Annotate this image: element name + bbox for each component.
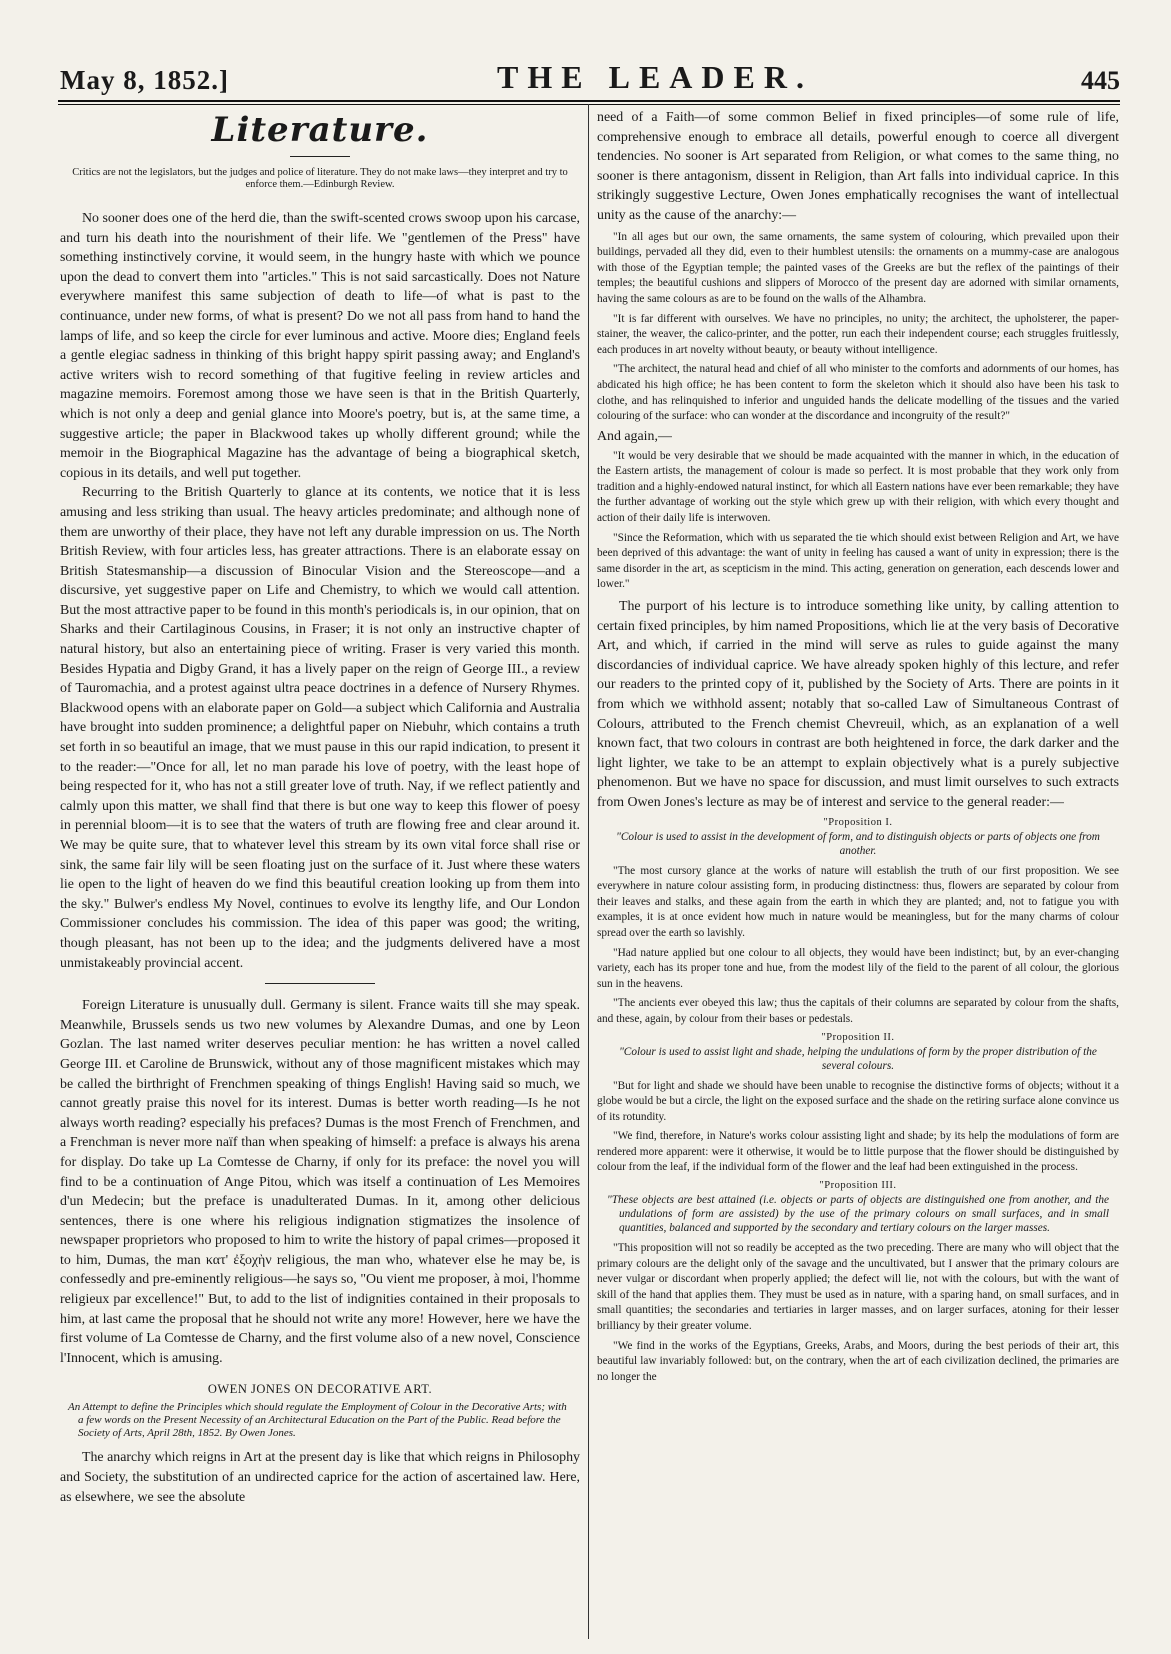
left-column	[60, 108, 580, 1507]
paragraph-faith: need of a Faith—of some common Belief in fixed principles—of some rule of life, comprehensive enough to embrace all details, powerful enough to coerce all divergent tendencies. No sooner is Art separated from Religion, or what comes to the same thing, no sooner is there antagonism, dissent in Religion, than Art falls into individual caprice. In this strikingly suggestive Lecture, Owen Jones emphatically recognises the want of intellectual unity as the cause of the anarchy:—	[597, 110, 1119, 223]
quote-block: "The architect, the natural head and chief of all who minister to the comforts and adornments of our homes, has abdicated his high office; he has been content to form the skeleton which it should also have been his task to clothe, and has relinquished to inferior and unguided hands the delicate modelling of the tissues and the varied colouring of the surface: who can wonder at the discordance and incongruity of the result?"	[597, 363, 1119, 423]
quote-block: "The ancients ever obeyed this law; thus the capitals of their columns are separated by colour from the shafts, and these, again, by colour from their bases or pedestals.	[597, 997, 1119, 1025]
quote-block: "It is far different with ourselves. We have no principles, no unity; the architect, the upholsterer, the paper-stainer, the weaver, the calico-printer, and the potter, run each their independent course; each struggles fruitlessly, each produces in art novelty without beauty, or beauty without intelligence.	[597, 312, 1119, 356]
header-rule	[58, 100, 1120, 105]
proposition-statement: "Colour is used to assist in the development of form, and to distinguish objects or parts of objects one from another.	[616, 830, 1100, 857]
quote-block: "We find, therefore, in Nature's works colour assisting light and shade; by its help the modulations of form are rendered more apparent: were it otherwise, it would be to little purpose that the flower should be distinguished by colour from the leaf, if the individual form of the flower and the leaf had been extinguished in the process.	[597, 1130, 1119, 1174]
and-again: And again,—	[597, 428, 672, 444]
right-column	[597, 108, 1119, 1389]
proposition-heading: "Proposition III.	[819, 1180, 897, 1192]
quote-block: "In all ages but our own, the same ornaments, the same system of colouring, which prevailed upon their buildings, pervaded all they did, even to their humblest utensils: the ornaments on a mummy-case are analogous with those of the Egyptian temple; the painted vases of the Greeks are but the reflex of the paintings of their temples; the beautiful cushions and slippers of Morocco of the present day are adorned with similar ornaments, having the same colours as are to be found on the walls of the Alhambra.	[597, 230, 1119, 305]
proposition-heading: "Proposition I.	[823, 816, 893, 828]
quote-block: "But for light and shade we should have been unable to recognise the distinctive forms of objects; without it a globe would be but a circle, the light on the exposed surface and the shade on the retiring surface alone convince us of its rotundity.	[597, 1079, 1119, 1123]
paragraph-anarchy: The anarchy which reigns in Art at the present day is like that which reigns in Philosophy and Society, the substitution of an undirected caprice for the action of ascertained law. Here, as elsewhere, we see the absolute	[60, 1450, 580, 1505]
quote-block: "Since the Reformation, which with us separated the tie which should exist between Religion and Art, we have been deprived of this advantage: the want of unity in feeling has caused a want of unity in expression; there is the same disorder in the art, as scepticism in the mind. This acting, generation on generation, each descends lower and lower."	[597, 531, 1119, 591]
proposition-statement: "Colour is used to assist light and shade, helping the undulations of form by the proper distribution of the several colours.	[619, 1045, 1097, 1072]
issue-date: May 8, 1852.]	[60, 65, 229, 95]
paragraph-purport: The purport of his lecture is to introduce something like unity, by calling attention to certain fixed principles, by him named Propositions, which lie at the very basis of Decorative Art, and which, if carried in the mind will serve as rules to guide against the many discordancies of individual caprice. We have already spoken highly of this lecture, and refer our readers to the printed copy of it, published by the Society of Arts. There are points in it from which we withhold assent; notably that so-called Law of Simultaneous Contrast of Colours, attributed to the French chemist Chevreuil, which, as an explanation of a well known fact, that two colours in contrast are both heightened in force, the dark darker and the light lighter, we take to be an attempt to explain objectively what is a purely subjective phenomenon. But we have no space for discussion, and must limit ourselves to such extracts from Owen Jones's lecture as may be of interest and service to the general reader:—	[597, 599, 1119, 810]
proposition-heading: "Proposition II.	[821, 1031, 895, 1043]
title-rule	[290, 156, 350, 157]
quote-block: "The most cursory glance at the works of nature will establish the truth of our first proposition. We see everywhere in nature colour assisting form, in producing distinctness: thus, flowers are separated by colour from their leaves and stalks, and these again from the earth in which they are planted; and, not to fatigue you with examples, it is at once evident how much in nature would be meaningless, but for the many charms of colour spread over the earth so lavishly.	[597, 864, 1119, 939]
quote-block: "It would be very desirable that we should be made acquainted with the manner in which, in the education of the Eastern artists, the management of colour is made so perfect. It is most probable that they work only from tradition and a highly-endowed natural instinct, for which all Eastern nations have ever been remarkable; they have the further advantage of working out the style which grew up with their religion, with which every thought and action of their daily life is interwoven.	[597, 449, 1119, 525]
proposition-statement: "These objects are best attained (i.e. objects or parts of objects are distinguished one from another, and the undulations of form are assisted) by the use of the primary colours on small surfaces, and in small quantities, balanced and supported by the secondary and tertiary colours on the larger masses.	[607, 1194, 1109, 1235]
epigraph: Critics are not the legislators, but the judges and police of literature. They do not make laws—they interpret and try to enforce them.—Edinburgh Review.	[72, 167, 568, 190]
quote-block: "We find in the works of the Egyptians, Greeks, Arabs, and Moors, during the best periods of their art, this beautiful law invariably followed: but, on the contrary, when the art of each civilization declined, the primaries are no longer the	[597, 1339, 1119, 1383]
quote-block: "Had nature applied but one colour to all objects, they would have been indistinct; but, by an ever-changing variety, each has its proper tone and hue, from the modest lily of the field to the parent of all colour, the glorious sun in the heavens.	[597, 946, 1119, 990]
page-number: 445	[1080, 66, 1120, 95]
paragraph-moore: No sooner does one of the herd die, than the swift-scented crows swoop upon his carcase, and turn his death into the nourishment of their life. We "gentlemen of the Press" have something instinctively corvine, it would seem, in the hungry haste with which we pounce upon the dead to convert them into "articles." This is not said sarcastically. Does not Nature everywhere manifest this same subjection of death to life—of what is past to the continuance, under new forms, of what is present? Do we not all pass from hand to hand the lamps of life, and so keep the circle for ever luminous and active. Moore dies; England feels a gentle elegiac sadness in thinking of this bright happy spirit passing away; and England's active writers wish to record something of that fugitive feeling in review articles and magazine memoirs. Foremost among those we have seen is that in the British Quarterly, which is not only a deep and genial glance into Moore's poetry, but is, at the same time, a suggestive article; the paper in Blackwood takes up wholly different ground; while the memoir in the Biographical Magazine has the advantage of being a biographical sketch, copious in its details, and well put together.	[60, 211, 580, 481]
section-title: Literature.	[211, 110, 429, 150]
paragraph-periodicals: Recurring to the British Quarterly to glance at its contents, we notice that it is less amusing and less striking than usual. The heavy articles predominate; and although none of them are unworthy of their place, they have not left any durable impression on us. The North British Review, with four articles less, has greater attractions. There is an elaborate essay on British Statesmanship—a discussion of Binocular Vision and the Stereoscope—and a discursive, yet suggestive paper on Life and Chemistry, to which we would call attention. But the most attractive paper to be found in this month's periodicals is, in our opinion, that on Sharks and their Cartilaginous Cousins, in Fraser; it is not only an instructive chapter of natural history, but also an entertaining piece of writing. Fraser is very varied this month. Besides Hypatia and Digby Grand, it has a lively paper on the reign of George III., a review of Tauromachia, and a protest against ultra peace doctrines in a defence of Nursery Rhymes. Blackwood opens with an elaborate paper on Gold—a subject which California and Australia have brought into sudden prominence; a delightful paper on Niebuhr, which contains a truth set forth in so beautiful an image, that we must pause in this our rapid indication, to present it to the reader:—"Once for all, let no man parade his love of poetry, with the least hope of being respected for it, who has not a still greater love of truth. Nay, if we reflect patiently and calmly upon this matter, we shall find that there is but one way to keep this flower of poesy in perennial bloom—it is to see that the waters of truth are flowing free and clear around it. We may be quite sure, that to whatever level this stream by its own vital force shall rise or sink, the same fair lily will be seen floating just on the surface of it. Just where these waters lie open to the light of heaven do we find this beautiful creation looking up from them into the sky." Bulwer's endless My Novel, continues to evolve its lengthy life, and Our London Commissioner concludes his commission. The idea of this paper was good; the writing, though pleasant, has not been up to the idea; and the judgments delivered have a most unmistakeably provincial accent.	[60, 485, 580, 971]
quote-block: "This proposition will not so readily be accepted as the two preceding. There are many who will object that the primary colours are the delight only of the savage and the uncultivated, but I answer that the primary colours are never vulgar or discordant when properly applied; the defect will lie, not with the colours, but with the want of skill of the hand that applies them. They must be used as in nature, with a sparing hand, on small surfaces, and in small quantities; the secondaries and tertiaries in larger masses, and on larger surfaces, atoning for their lesser brilliancy by their greater volume.	[597, 1242, 1119, 1333]
paragraph-foreign-literature: Foreign Literature is unusually dull. Germany is silent. France waits till she may speak. Meanwhile, Brussels sends us two new volumes by Alexandre Dumas, and one by Leon Gozlan. The last named writer deserves peculiar mention: he has written a novel called George III. et Caroline de Brunswick, without any of those magnificent mistakes which may be called the birthright of Frenchmen speaking of things English! Having said so much, we cannot greatly praise this novel for its interest. Dumas is better worth reading—Is he not always worth reading? especially his prefaces? Dumas is the most French of Frenchmen, and a Frenchman is never more naïf than when speaking of himself: a preface is always his arena for display. Do take up La Comtesse de Charny, if only for its preface: the novel you will find to be a continuation of Ange Pitou, which was itself a continuation of Les Memoires d'un Medecin; but the preface is unadulterated Dumas. In it, among other delicious sentences, there is one where his religious indignation stigmatizes the insolence of newspaper proprietors who proposed to him to write the history of papal crimes—proposed it to him, Dumas, the man κατ' ἐξοχὴν religious, the man who, whatever else he may be, is confessedly and pre-eminently religious—he says so, "Ou vient me proposer, à moi, l'homme religieux par excellence!" But, to add to the list of indignities contained in their proposals to him, at last came the proposal that he should not write any more! However, here we have the first volume of La Comtesse de Charny, and the first volume also of a new novel, Conscience l'Innocent, which is amusing.	[60, 998, 580, 1366]
column-divider	[588, 104, 589, 1639]
section-rule	[265, 983, 375, 984]
publication-title: THE LEADER.	[497, 59, 813, 95]
article-citation: An Attempt to define the Principles which should regulate the Employment of Colour in the Decorative Arts; with a few words on the Present Necessity of an Architectural Education on the Part of the Public. Read before the Society of Arts, April 28th, 1852. By Owen Jones.	[68, 1401, 567, 1440]
article-heading: OWEN JONES ON DECORATIVE ART.	[207, 1382, 433, 1397]
masthead	[60, 48, 1120, 96]
